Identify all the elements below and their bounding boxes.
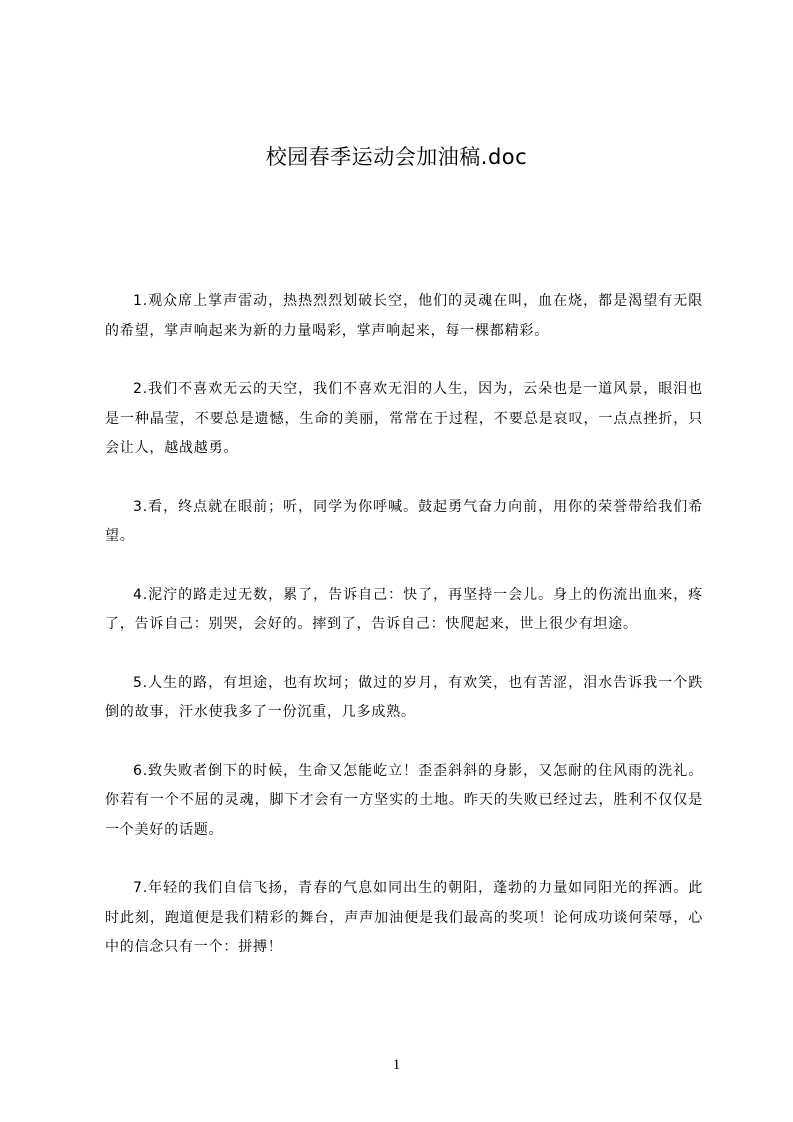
paragraph-7: 7.年轻的我们自信飞扬，青春的气息如同出生的朝阳，蓬勃的力量如同阳光的挥洒。此时此刻，跑道便是我们精彩的舞台，声声加油便是我们最高的奖项！论何成功谈何荣辱，心中的信念只有一个：拼搏！ [105, 880, 703, 955]
paragraph-5: 5.人生的路，有坦途，也有坎坷；做过的岁月，有欢笑，也有苦涩，泪水告诉我一个跌倒的故事，汗水使我多了一份沉重，几多成熟。 [105, 674, 703, 720]
page-number: 1 [392, 1057, 401, 1073]
paragraph-2: 2.我们不喜欢无云的天空，我们不喜欢无泪的人生，因为，云朵也是一道风景，眼泪也是一种晶莹，不要总是遗憾，生命的美丽，常常在于过程，不要总是哀叹，一点点挫折，只会让人，越战越勇。 [105, 381, 703, 456]
document-title: 校园春季运动会加油稿.doc [265, 145, 528, 169]
document-body [105, 287, 703, 992]
paragraph-6: 6.致失败者倒下的时候，生命又怎能屹立！歪歪斜斜的身影，又怎耐的住风雨的洗礼。你若有一个不屈的灵魂，脚下才会有一方坚实的土地。昨天的失败已经过去，胜利不仅仅是一个美好的话题。 [105, 762, 703, 838]
paragraph-1: 1.观众席上掌声雷动，热热烈烈划破长空，他们的灵魂在叫，血在烧，都是渴望有无限的希望，掌声响起来为新的力量喝彩，掌声响起来，每一棵都精彩。 [105, 293, 703, 339]
paragraph-3: 3.看，终点就在眼前；听，同学为你呼喊。鼓起勇气奋力向前，用你的荣誉带给我们希望。 [105, 498, 703, 544]
paragraph-4: 4.泥泞的路走过无数，累了，告诉自己：快了，再坚持一会儿。身上的伤流出血来，疼了，告诉自己：别哭，会好的。摔到了，告诉自己：快爬起来，世上很少有坦途。 [105, 586, 703, 632]
